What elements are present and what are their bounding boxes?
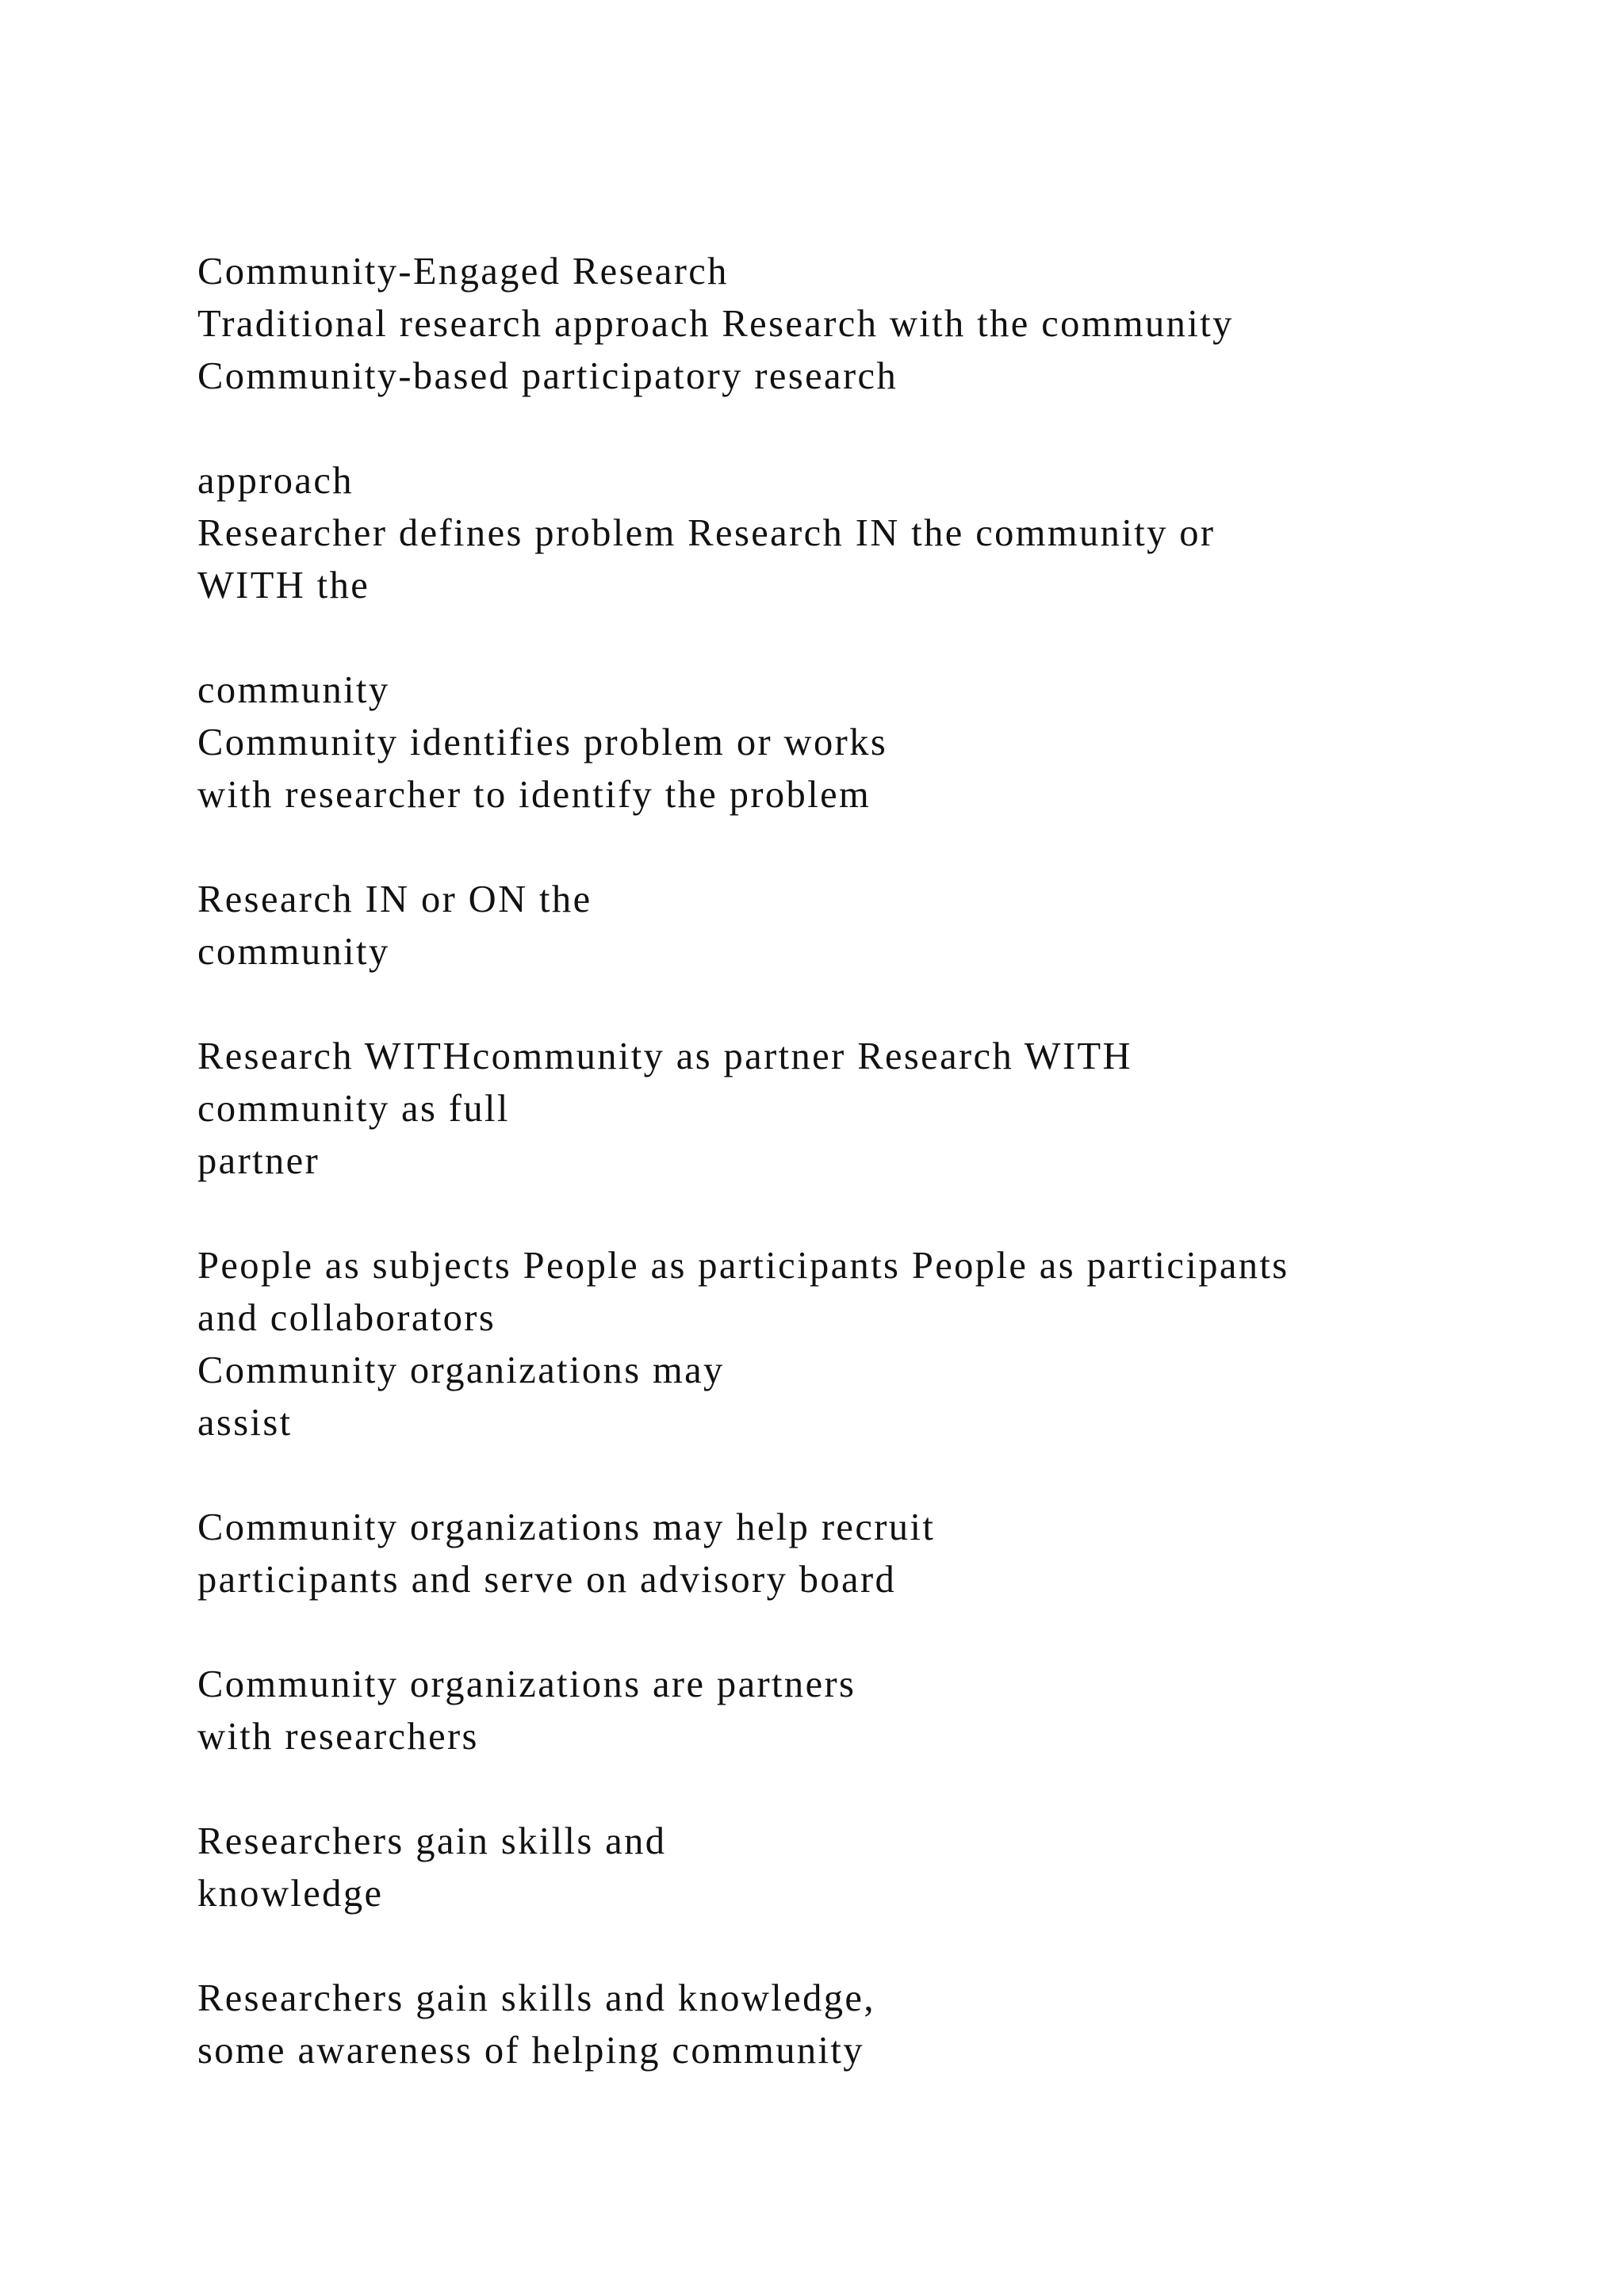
text-line: Research WITHcommunity as partner Research WITH <box>197 1035 1132 1077</box>
text-line: Community organizations may help recruit <box>197 1506 936 1548</box>
text-line: Community-Engaged Research <box>197 251 729 293</box>
blank-line <box>197 1763 1545 1816</box>
text-line: Researcher defines problem Research IN the community or <box>197 512 1216 554</box>
text-line: Community identifies problem or works <box>197 721 888 763</box>
text-line: community <box>197 669 390 711</box>
text-line: Community organizations may <box>197 1349 725 1391</box>
text-line: partner <box>197 1140 320 1182</box>
blank-line <box>197 978 1545 1031</box>
text-line: WITH the <box>197 564 370 607</box>
blank-line <box>197 821 1545 874</box>
text-line: Community-based participatory research <box>197 355 898 397</box>
text-line: Traditional research approach Research with the community <box>197 303 1234 345</box>
text-line: Researchers gain skills and knowledge, <box>197 1977 875 2019</box>
text-line: some awareness of helping community <box>197 2030 864 2072</box>
text-line: community as full <box>197 1088 510 1130</box>
document-body <box>197 246 1545 2077</box>
text-line: and collaborators <box>197 1297 496 1339</box>
text-line: with researchers <box>197 1716 479 1758</box>
blank-line <box>197 1606 1545 1659</box>
text-line: approach <box>197 460 354 502</box>
text-line: assist <box>197 1402 293 1444</box>
text-line: community <box>197 931 390 973</box>
blank-line <box>197 403 1545 455</box>
text-line: Community organizations are partners <box>197 1663 856 1705</box>
text-line: Research IN or ON the <box>197 878 592 920</box>
blank-line <box>197 1449 1545 1502</box>
blank-line <box>197 1920 1545 1973</box>
blank-line <box>197 612 1545 664</box>
text-line: Researchers gain skills and <box>197 1820 667 1862</box>
text-line: People as subjects People as participants People as participants <box>197 1245 1289 1287</box>
text-line: knowledge <box>197 1873 384 1915</box>
text-line: with researcher to identify the problem <box>197 774 871 816</box>
text-line: participants and serve on advisory board <box>197 1559 897 1601</box>
blank-line <box>197 1188 1545 1240</box>
